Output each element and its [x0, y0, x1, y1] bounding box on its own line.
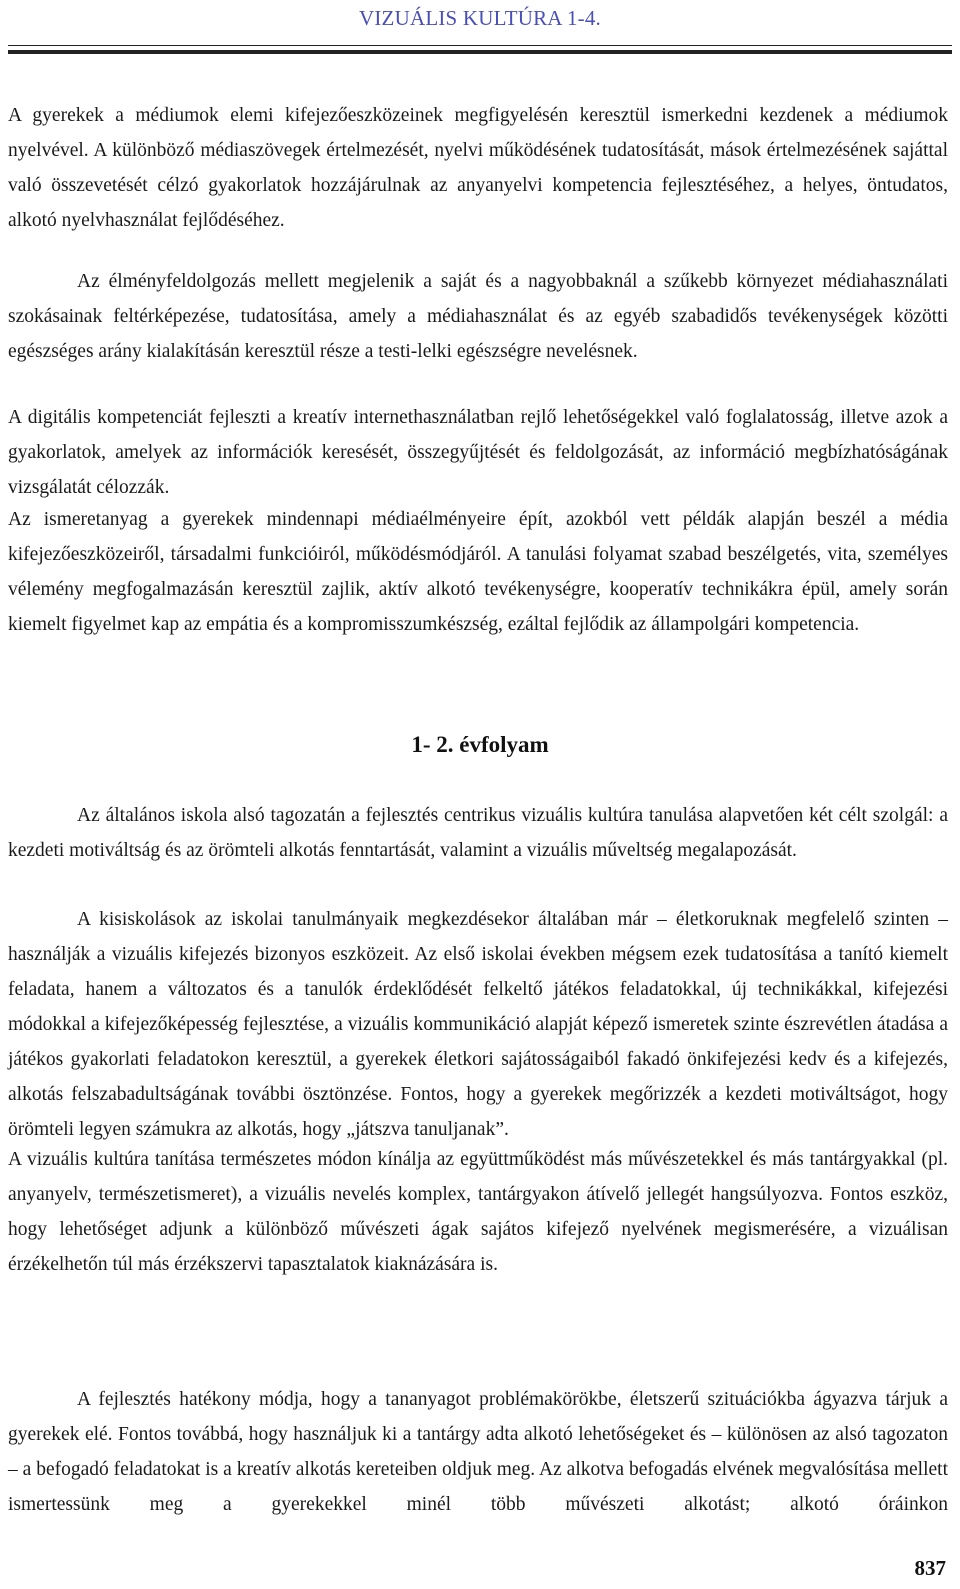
- section-paragraph-young-pupils: A kisiskolások az iskolai tanulmányaik megkezdésekor általában már – életkoruknak megfelelő szinten – használják a vizuális kifejezés bizonyos eszközeit. Az első iskolai években mégsem ezek tudatosítása a tanító kiemelt feladata, hanem a változatos és a tanulók érdeklődését felkeltő játékos feladatokkal, új technikákkal, kifejezési módokkal a kifejezőképesség fejlesztése, a vizuális kommunikáció alapját képező ismeretek szinte észrevétlen átadása a játékos gyakorlati feladatokon keresztül, a gyerekek életkori sajátosságaiból fakadó önkifejezési kedv és a kifejezés, alkotás felszabadultságának további ösztönzése. Fontos, hogy a gyerekek megőrizzék a kezdeti motiváltságot, hogy örömteli legyen számukra az alkotás, hogy „játszva tanuljanak”.: [8, 909, 948, 1140]
- section-title: 1- 2. évfolyam: [411, 732, 549, 757]
- paragraph-digital-competence: A digitális kompetenciát fejleszti a kreatív internethasználatban rejlő lehetőségekkel való foglalatosság, illetve azok a gyakorlatok, amelyek az információk keresését, összegyűjtését és feldolgozását, az információ megbízhatóságának vizsgálatát célozzák.: [8, 407, 948, 498]
- page-number: 837: [914, 1556, 946, 1580]
- header-rule-thin: [8, 45, 952, 46]
- section-paragraph-cooperation: A vizuális kultúra tanítása természetes módon kínálja az együttműködést más művészetekkel és más tantárgyakkal (pl. anyanyelv, természetismeret), a vizuális nevelés komplex, tantárgyakon átívelő jellegét hangsúlyozva. Fontos eszköz, hogy lehetőséget adjunk a különböző művészeti ágak sajátos kifejező nyelvének megismerésére, a vizuálisan érzékelhetőn túl más érzékszervi tapasztalatok kiaknázására is.: [8, 1149, 948, 1275]
- paragraph-media-intro: [8, 98, 948, 238]
- header-rule-thick: [8, 50, 952, 54]
- paragraph-media-intro-text: A gyerekek a médiumok elemi kifejezőeszközeinek megfigyelésén keresztül ismerkedni kezdenek a médiumok nyelvével.: [8, 105, 948, 161]
- section-paragraph-development-method: A fejlesztés hatékony módja, hogy a tananyagot problémakörökbe, életszerű szituációkba ágyazva tárjuk a gyerekek elé. Fontos továbbá, hogy használjuk ki a tantárgy adta alkotó lehetőségeket és – különösen az alsó tagozaton – a befogadó feladatokat is a kreatív alkotás kereteiben oldjuk meg. Az alkotva befogadás elvének megvalósítása mellett ismertessünk meg a gyerekekkel minél több művészeti alkotást; alkotó óráinkon: [8, 1389, 948, 1515]
- running-header-title: VIZUÁLIS KULTÚRA 1-4.: [359, 6, 601, 30]
- section-paragraph-goals: Az általános iskola alsó tagozatán a fejlesztés centrikus vizuális kultúra tanulása alapvetően két célt szolgál: a kezdeti motiváltság és az örömteli alkotás fenntartását, valamint a vizuális műveltség megalapozását.: [8, 805, 948, 861]
- paragraph-knowledge-base: Az ismeretanyag a gyerekek mindennapi médiaélményeire épít, azokból vett példák alapján beszél a média kifejezőeszközeiről, társadalmi funkcióiról, működésmódjáról. A tanulási folyamat szabad beszélgetés, vita, személyes vélemény megfogalmazásán keresztül zajlik, aktív alkotó tevékenységre, kooperatív technikákra épül, amely során kiemelt figyelmet kap az empátia és a kompromisszumkészség, ezáltal fejlődik az állampolgári kompetencia.: [8, 509, 948, 635]
- paragraph-media-habits: Az élményfeldolgozás mellett megjelenik a saját és a nagyobbaknál a szűkebb környezet médiahasználati szokásainak feltérképezése, tudatosítása, amely a médiahasználat és az egyéb szabadidős tevékenységek közötti egészséges arány kialakításán keresztül része a testi-lelki egészségre nevelésnek.: [8, 271, 948, 362]
- paragraph-media-language-text: A különböző médiaszövegek értelmezését, nyelvi működésének tudatosítását, mások értelmezésének sajáttal való összevetését célzó gyakorlatok hozzájárulnak az anyanyelvi kompetencia fejlesztéséhez, a helyes, öntudatos, alkotó nyelvhasználat fejlődéséhez.: [8, 140, 948, 231]
